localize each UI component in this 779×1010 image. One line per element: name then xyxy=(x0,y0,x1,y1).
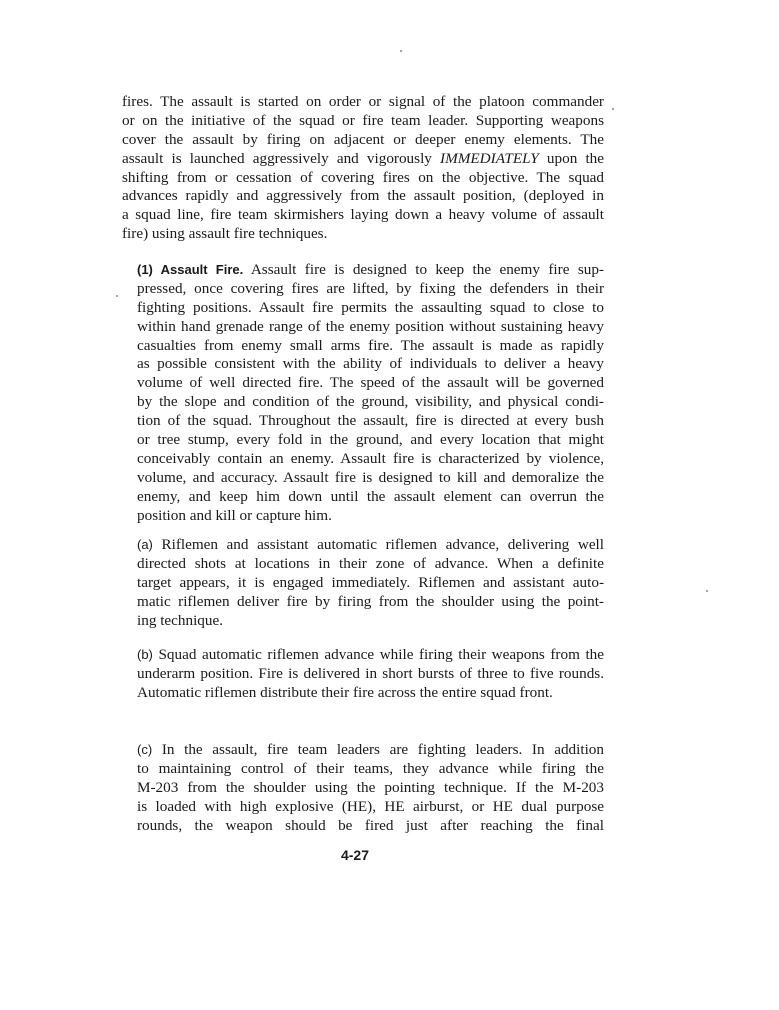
text-line: is loaded with high explosive (HE), HE airburst, or HE dual purpose xyxy=(137,797,604,815)
text-line: Automatic riflemen distribute their fire across the entire squad front. xyxy=(137,683,553,701)
text-line: target appears, it is engaged immediately. Riflemen and assistant auto- xyxy=(137,573,604,591)
paragraph-label xyxy=(137,742,152,757)
text-line: tion of the squad. Throughout the assault, fire is directed at every bush xyxy=(137,412,604,430)
text-line xyxy=(122,150,604,169)
text-line: shifting from or cessation of covering fires on the objective. The squad xyxy=(122,168,604,186)
text-span: Assault fire is designed to keep the enemy fire sup- xyxy=(250,261,604,278)
text-line: matic riflemen deliver fire by firing from the shoulder using the point- xyxy=(137,592,604,610)
text-span: assault is launched aggressively and vigorously xyxy=(122,149,441,167)
page-number: 4-27 xyxy=(340,847,370,863)
text-line: a squad line, fire team skirmishers laying down a heavy volume of assault xyxy=(122,206,604,224)
text-line xyxy=(137,741,604,760)
text-line: fires. The assault is started on order or signal of the platoon commander xyxy=(122,93,604,110)
paragraph-label xyxy=(137,262,243,277)
text-line: volume of well directed fire. The speed of the assault will be governed xyxy=(137,374,604,392)
text-line: to maintaining control of their teams, they advance while firing the xyxy=(137,759,604,777)
text-line: casualties from enemy small arms fire. The assault is made as rapidly xyxy=(137,336,604,354)
text-line: cover the assault by firing on adjacent or deeper enemy elements. The xyxy=(122,130,604,148)
assault-fire-paragraph xyxy=(137,261,604,525)
text-line: as possible consistent with the ability of individuals to deliver a heavy xyxy=(137,355,604,373)
intro-paragraph xyxy=(122,93,604,244)
text-line xyxy=(137,261,604,280)
label-text: (a) xyxy=(137,537,153,552)
text-span: Squad automatic riflemen advance while firing their weapons from the xyxy=(158,646,605,663)
text-line: or tree stump, every fold in the ground, and every location that might xyxy=(137,431,604,449)
text-line: directed shots at locations in their zone of advance. When a definite xyxy=(137,554,604,572)
text-line: by the slope and condition of the ground, visibility, and physical condi- xyxy=(137,393,604,411)
text-span: Riflemen and assistant automatic riflemen advance, delivering well xyxy=(161,536,605,553)
text-line: underarm position. Fire is delivered in short bursts of three to five rounds. xyxy=(137,664,604,682)
text-line: M-203 from the shoulder using the pointing technique. If the M-203 xyxy=(137,778,604,796)
text-line: volume, and accuracy. Assault fire is designed to kill and demoralize the xyxy=(137,468,604,486)
text-line: within hand grenade range of the enemy position without sustaining heavy xyxy=(137,317,604,335)
text-line: rounds, the weapon should be fired just after reaching the final xyxy=(137,816,604,834)
subparagraph-c xyxy=(137,741,604,835)
label-text: (1) Assault Fire. xyxy=(137,262,244,277)
label-text: (c) xyxy=(137,742,153,757)
text-line xyxy=(137,646,604,665)
text-line: ing technique. xyxy=(137,611,224,629)
text-span: In the assault, fire team leaders are fighting leaders. In addition xyxy=(161,741,604,758)
text-line: advances rapidly and aggressively from the assault position, (deployed in xyxy=(122,187,604,205)
paragraph-label xyxy=(137,537,153,552)
text-line: or on the initiative of the squad or fire team leader. Supporting weapons xyxy=(122,111,604,129)
text-line: fire) using assault fire techniques. xyxy=(122,225,328,243)
text-span: upon the xyxy=(546,149,604,167)
text-line: pressed, once covering fires are lifted, by fixing the defenders in their xyxy=(137,279,604,297)
text-line: position and kill or capture him. xyxy=(137,506,332,524)
subparagraph-b xyxy=(137,646,604,703)
text-line: conceivably contain an enemy. Assault fire is characterized by violence, xyxy=(137,449,604,467)
text-line: fighting positions. Assault fire permits the assaulting squad to close to xyxy=(137,298,604,316)
text-line xyxy=(137,536,604,555)
text-line: enemy, and keep him down until the assault element can overrun the xyxy=(137,487,604,505)
paragraph-label xyxy=(137,647,153,662)
label-text: (b) xyxy=(137,647,153,662)
emphasis-text: IMMEDIATELY xyxy=(440,149,539,167)
subparagraph-a xyxy=(137,536,604,630)
